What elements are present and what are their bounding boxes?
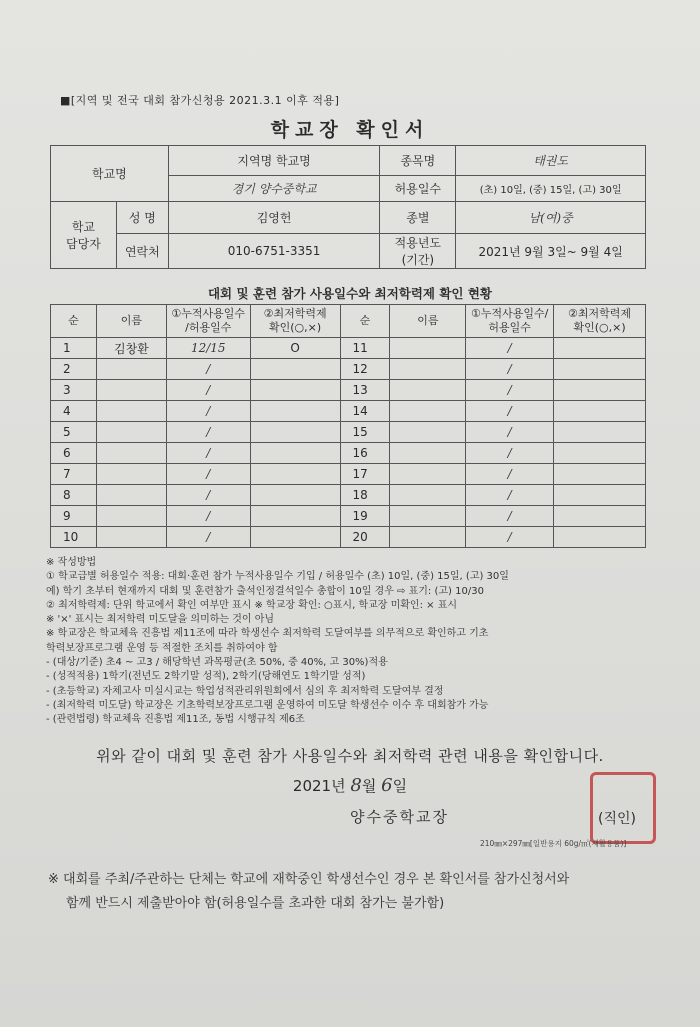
allowed-days-value: (초) 10일, (중) 15일, (고) 30일 [456,176,646,202]
row-name [390,527,466,548]
row-name [390,359,466,380]
row-no: 17 [340,464,390,485]
row-no: 4 [51,401,97,422]
row-check [554,527,646,548]
instruction-line: - (성적적용) 1학기(전년도 2학기말 성적), 2학기(당해연도 1학기말 성적) [46,671,366,683]
row-check [250,380,340,401]
row-days: / [466,506,554,527]
table-row [51,422,646,443]
col-check-right: ②최저학력제 확인(○,×) [554,305,646,338]
row-no: 1 [51,338,97,359]
row-no: 14 [340,401,390,422]
row-check [250,359,340,380]
school-principal: 양수중학교장 [350,808,449,826]
row-check [554,401,646,422]
footnote: ※ 대회를 주최/주관하는 단체는 학교에 재학중인 학생선수인 경우 본 확인서를 참가신청서와 함께 반드시 제출받아야 함(허용일수를 초과한 대회 참가는 불가함) [48,872,570,911]
col-check: ②최저학력제 확인(○,×) [250,305,340,338]
region-school-label: 지역명 학교명 [168,146,380,176]
row-no: 9 [51,506,97,527]
row-days: / [466,443,554,464]
row-check [554,506,646,527]
school-value: 경기 양수중학교 [168,176,380,202]
row-name [96,422,166,443]
section-title: 대회 및 훈련 참가 사용일수와 최저학력제 확인 현황 [207,286,493,301]
row-days: / [166,464,250,485]
row-no: 15 [340,422,390,443]
table-row [51,506,646,527]
row-check [554,422,646,443]
row-no: 8 [51,485,97,506]
row-check [250,485,340,506]
row-check [554,485,646,506]
row-days: / [466,338,554,359]
row-name [390,401,466,422]
row-no: 7 [51,464,97,485]
row-check [554,338,646,359]
instruction-line: - (초등학교) 자체고사 미실시교는 학업성적관리위원회에서 심의 후 최저학력 도달여부 결정 [46,685,444,697]
instruction-line: - (최저학력 미도달) 학교장은 기초학력보장프로그램 운영하여 미도달 학생선수 이수 후 대회참가 가능 [46,699,489,711]
table-row [51,380,646,401]
table-row [51,443,646,464]
instruction-line: 예) 학기 초부터 현재까지 대회 및 훈련참가 출석인정결석일수 총합이 10일 경우 ⇨ 표기: (고) 10/30 [46,585,484,597]
date-day: 6 [381,775,393,796]
table-row [51,485,646,506]
row-name [96,485,166,506]
instruction-line: - (관련법령) 학교체육 진흥법 제11조, 동법 시행규칙 제6조 [46,714,305,726]
instruction-line: ② 최저학력제: 단위 학교에서 확인 여부만 표시 ※ 학교장 확인: ○표시, 학교장 미확인: × 표시 [46,599,458,611]
row-days: / [166,443,250,464]
row-no: 12 [340,359,390,380]
row-days: / [466,380,554,401]
staff-label: 학교 담당자 [51,202,117,269]
row-days: / [166,380,250,401]
row-name [96,401,166,422]
row-name [390,422,466,443]
row-check [250,527,340,548]
row-days: / [466,359,554,380]
row-days: / [466,464,554,485]
paper-spec: 210㎜×297㎜[일반용지 60g/㎡(재활용품)] [480,839,627,848]
row-no: 19 [340,506,390,527]
row-days: / [166,527,250,548]
contact-value: 010-6751-3351 [168,234,380,269]
row-days: / [466,527,554,548]
name-value: 김영헌 [168,202,380,234]
table-row [51,464,646,485]
period-label: 적용년도 (기간) [380,234,456,269]
issue-date: 2021년 8월 6일 [292,775,408,796]
row-name [96,527,166,548]
participant-table [50,304,646,548]
school-label: 학교명 [51,146,169,202]
row-check [250,422,340,443]
row-days: / [466,422,554,443]
row-name [390,506,466,527]
header-note: ■[지역 및 전국 대회 참가신청용 2021.3.1 이후 적용] [60,94,340,107]
allowed-days-label: 허용일수 [380,176,456,202]
row-check [554,359,646,380]
row-name [390,485,466,506]
table-row [51,401,646,422]
event-label: 종목명 [380,146,456,176]
row-no: 10 [51,527,97,548]
row-name [96,380,166,401]
table-row [51,359,646,380]
row-name [390,380,466,401]
row-days: / [166,506,250,527]
instructions [46,556,666,728]
row-check [250,443,340,464]
row-no: 18 [340,485,390,506]
col-no-right: 순 [340,305,390,338]
row-days: / [166,422,250,443]
document-title: 학교장 확인서 [270,119,430,141]
row-days: 12/15 [166,338,250,359]
instruction-line: ① 학교급별 허용일수 적용: 대회·훈련 참가 누적사용일수 기입 / 허용일수 (초) 10일, (중) 15일, (고) 30일 [46,571,509,583]
table-header-row [51,305,646,338]
row-name: 김창환 [96,338,166,359]
row-name [96,359,166,380]
name-label: 성 명 [116,202,168,234]
row-days: / [166,359,250,380]
instruction-line: ※ 학교장은 학교체육 진흥법 제11조에 따라 학생선수 최저학력 도달여부를 의무적으로 확인하고 기초 [46,628,489,640]
row-days: / [466,401,554,422]
seal-label: (직인) [598,811,636,827]
row-check: O [250,338,340,359]
row-name [96,506,166,527]
period-value: 2021년 9월 3일~ 9월 4일 [456,234,646,269]
row-check [554,443,646,464]
row-no: 5 [51,422,97,443]
row-no: 16 [340,443,390,464]
confirm-statement: 위와 같이 대회 및 훈련 참가 사용일수와 최저학력 관련 내용을 확인합니다. [96,747,604,765]
row-name [390,464,466,485]
contact-label: 연락처 [116,234,168,269]
row-check [554,380,646,401]
row-days: / [166,401,250,422]
event-value: 태권도 [456,146,646,176]
row-check [554,464,646,485]
row-days: / [466,485,554,506]
row-check [250,464,340,485]
gender-value: 남(여)중 [456,202,646,234]
col-days-right: ①누적사용일수/ 허용일수 [466,305,554,338]
col-no: 순 [51,305,97,338]
col-name-right: 이름 [390,305,466,338]
instruction-line: ※ '×' 표시는 최저학력 미도달을 의미하는 것이 아님 [46,614,275,626]
instruction-line: - (대상/기준) 초4 ~ 고3 / 해당학년 과목평균(초 50%, 중 40%, 고 30%)적용 [46,657,388,669]
col-name: 이름 [96,305,166,338]
row-no: 20 [340,527,390,548]
info-table [50,145,646,269]
date-month: 8 [350,775,362,796]
row-days: / [166,485,250,506]
row-check [250,401,340,422]
row-no: 2 [51,359,97,380]
table-row [51,338,646,359]
row-check [250,506,340,527]
gender-label: 종별 [380,202,456,234]
row-no: 11 [340,338,390,359]
row-name [96,443,166,464]
row-no: 13 [340,380,390,401]
table-row [51,527,646,548]
row-name [96,464,166,485]
instruction-line: 학력보장프로그램 운영 등 적절한 조치를 취하여야 함 [46,642,278,654]
instruction-line: ※ 작성방법 [46,557,97,568]
row-name [390,338,466,359]
row-no: 6 [51,443,97,464]
row-name [390,443,466,464]
col-days: ①누적사용일수 /허용일수 [166,305,250,338]
row-no: 3 [51,380,97,401]
